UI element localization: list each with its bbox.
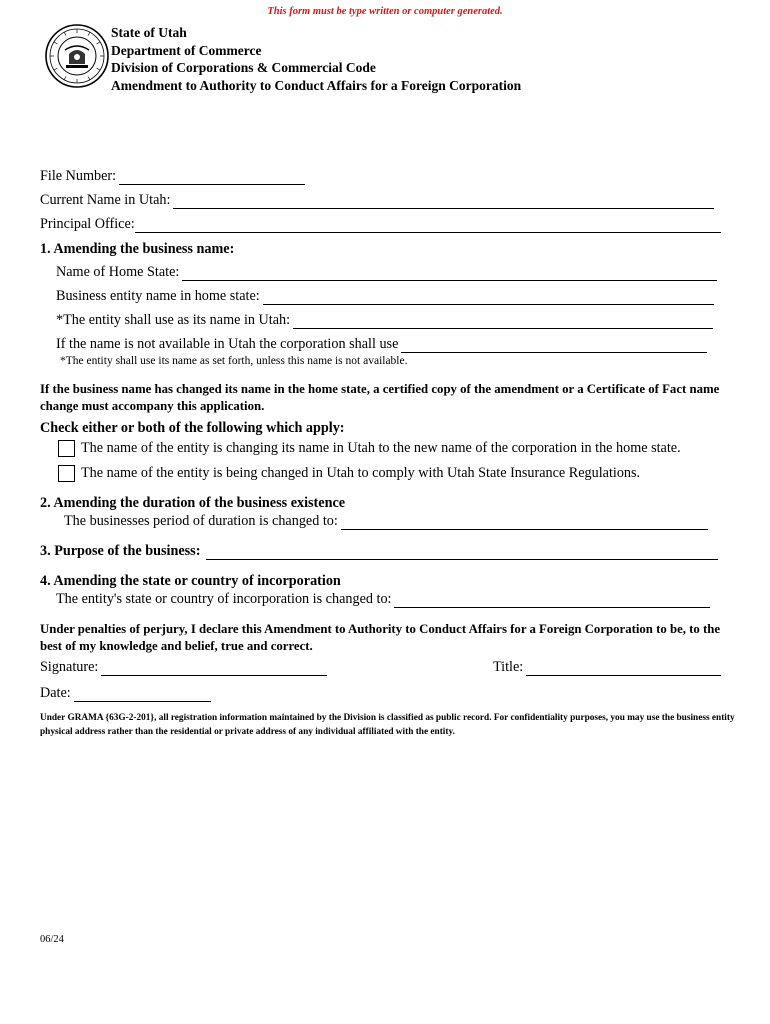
file-number-field[interactable] — [119, 170, 305, 185]
name-in-utah-field[interactable] — [293, 314, 713, 329]
home-state-field[interactable] — [182, 266, 717, 281]
section-1-title: 1. Amending the business name: — [40, 241, 235, 257]
date-field[interactable] — [74, 687, 211, 702]
signature-label: Signature: — [40, 659, 99, 675]
home-state-row — [56, 264, 717, 281]
file-number-row — [40, 168, 305, 185]
entity-name-home-field[interactable] — [263, 290, 714, 305]
duration-row — [64, 513, 708, 530]
incorporation-row — [56, 591, 710, 608]
entity-name-home-row — [56, 288, 714, 305]
header-division: Division of Corporations & Commercial Code — [111, 60, 376, 75]
incorporation-field[interactable] — [394, 593, 710, 608]
file-number-label: File Number: — [40, 168, 117, 184]
duration-field[interactable] — [341, 515, 708, 530]
form-header — [111, 24, 521, 94]
current-name-field[interactable] — [173, 194, 714, 209]
current-name-row — [40, 192, 714, 209]
section-3-title: 3. Purpose of the business: — [40, 543, 201, 559]
section-4-title: 4. Amending the state or country of incorporation — [40, 573, 341, 589]
option-2-label: The name of the entity is being changed in Utah to comply with Utah State Insurance Regulations. — [81, 465, 641, 481]
purpose-row — [40, 543, 718, 560]
date-label: Date: — [40, 685, 71, 701]
header-department: Department of Commerce — [111, 42, 262, 58]
principal-office-field[interactable] — [135, 218, 721, 233]
not-available-row — [56, 336, 707, 353]
principal-office-row — [40, 216, 721, 233]
section-2-title: 2. Amending the duration of the business existence — [40, 495, 346, 511]
form-version: 06/24 — [40, 934, 64, 945]
grama-notice: Under GRAMA {63G-2-201}, all registration information maintained by the Division is classified as public record. For confidentiality purposes, you may use the business entity physical address rather than the residential or private address of any individual affiliated with the entity. — [40, 713, 735, 737]
check-options-title: Check either or both of the following which apply: — [40, 420, 345, 436]
incorporation-label: The entity's state or country of incorporation is changed to: — [56, 591, 392, 607]
section-1-footnote: *The entity shall use its name as set forth, unless this name is not available. — [60, 355, 408, 367]
signature-row — [40, 659, 327, 676]
title-field[interactable] — [526, 661, 721, 676]
certified-copy-note: If the business name has changed its name in the home state, a certified copy of the amendment or a Certificate of Fact name change must accompany this application. — [40, 382, 720, 413]
current-name-label: Current Name in Utah: — [40, 192, 171, 208]
perjury-statement: Under penalties of perjury, I declare this Amendment to Authority to Conduct Affairs for a Foreign Corporation to be, to the best of my knowledge and belief, true and correct. — [40, 622, 721, 653]
date-row — [40, 685, 211, 702]
duration-label: The businesses period of duration is changed to: — [64, 513, 338, 529]
not-available-field[interactable] — [401, 338, 707, 353]
option-1-checkbox[interactable] — [58, 440, 75, 457]
signature-field[interactable] — [101, 661, 327, 676]
title-row — [493, 659, 721, 676]
form-title: Amendment to Authority to Conduct Affairs for a Foreign Corporation — [111, 77, 522, 93]
form-notice: This form must be type written or computer generated. — [267, 6, 503, 17]
option-1-label: The name of the entity is changing its name in Utah to the new name of the corporation in the home state. — [81, 440, 681, 456]
utah-state-seal-icon — [45, 24, 109, 88]
name-in-utah-label: *The entity shall use as its name in Utah: — [56, 312, 291, 328]
purpose-field[interactable] — [206, 545, 718, 560]
option-2-checkbox[interactable] — [58, 465, 75, 482]
title-label: Title: — [493, 659, 524, 675]
principal-office-label: Principal Office: — [40, 216, 135, 232]
home-state-label: Name of Home State: — [56, 264, 180, 280]
name-in-utah-row — [56, 312, 713, 329]
entity-name-home-label: Business entity name in home state: — [56, 288, 260, 304]
not-available-label: If the name is not available in Utah the corporation shall use — [56, 336, 399, 352]
header-state: State of Utah — [111, 25, 187, 40]
